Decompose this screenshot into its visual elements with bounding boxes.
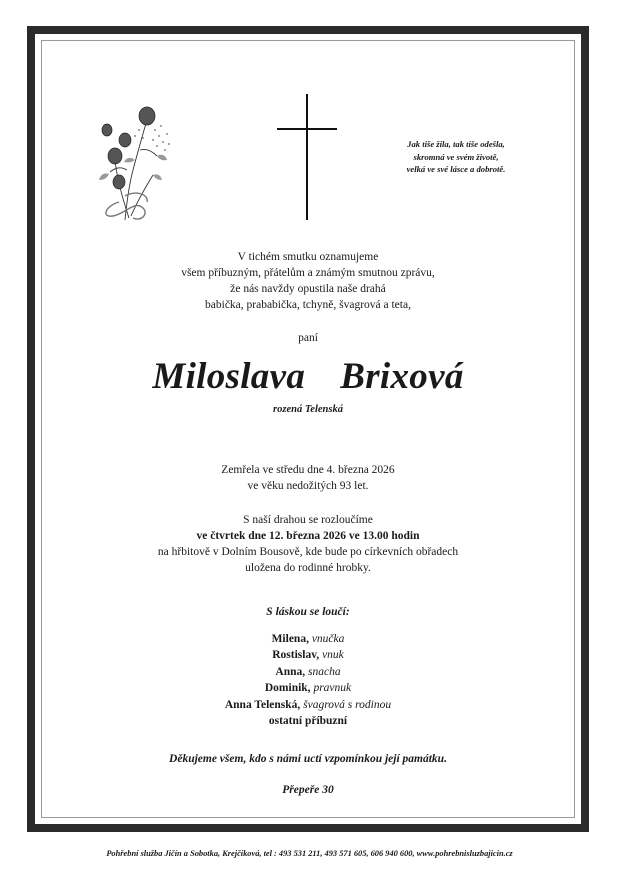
mourners-list [35, 631, 581, 729]
page-frame [27, 26, 589, 832]
death-info [35, 462, 581, 494]
mourner-name: Dominik, [264, 682, 311, 695]
rose-bouquet-icon [95, 90, 175, 225]
quote-line: Jak tiše žila, tak tiše odešla, [407, 139, 505, 149]
mourner-name: Anna Telenská, [224, 698, 301, 711]
mourner-relation: vnučka [311, 633, 345, 645]
honorific: paní [298, 332, 318, 344]
maiden-name: rozená Telenská [273, 404, 343, 415]
quote-line: velká ve své lásce a dobrotě. [406, 164, 506, 174]
deceased-name: Miloslava Brixová [152, 356, 464, 397]
mourner-name: Milena, [271, 633, 309, 645]
thanks-text: Děkujeme všem, kdo s námi uctí vzpomínkou její památku. [169, 753, 447, 765]
list-item [35, 713, 581, 729]
announcement-text [35, 249, 581, 313]
mourner-name: Rostislav, [272, 649, 320, 662]
mourner-name: ostatní příbuzní [268, 715, 348, 728]
list-item [35, 631, 581, 647]
funeral-line: na hřbitově v Dolním Bousově, kde bude po církevních obřadech [157, 546, 459, 558]
list-item [35, 697, 581, 713]
announcement-line: V tichém smutku oznamujeme [237, 251, 379, 263]
announcement-line: všem příbuzným, přátelům a známým smutnou zprávu, [181, 267, 435, 279]
notice-content [35, 34, 581, 824]
list-item [35, 664, 581, 680]
memorial-quote [381, 138, 531, 176]
announcement-line: babička, prababička, tchyně, švagrová a teta, [205, 299, 411, 311]
address: Přepeře 30 [282, 784, 334, 796]
cross-icon [277, 94, 337, 220]
mourner-name: Anna, [275, 665, 306, 678]
list-item [35, 680, 581, 696]
announcement-line: že nás navždy opustila naše drahá [230, 283, 386, 295]
death-line: Zemřela ve středu dne 4. března 2026 [221, 464, 395, 476]
list-item [35, 647, 581, 663]
farewell-title: S láskou se loučí: [266, 606, 350, 618]
funeral-datetime: ve čtvrtek dne 12. března 2026 ve 13.00 hodin [196, 530, 420, 542]
funeral-line: uložena do rodinné hrobky. [245, 562, 371, 574]
mourner-relation: pravnuk [313, 682, 352, 695]
quote-line: skromná ve svém životě, [413, 151, 499, 162]
funeral-info [35, 512, 581, 576]
mourner-relation: švagrová s rodinou [303, 698, 392, 711]
death-line: ve věku nedožitých 93 let. [247, 480, 369, 492]
mourner-relation: snacha [308, 665, 341, 678]
mourner-relation: vnuk [322, 649, 344, 662]
funeral-line: S naší drahou se rozloučíme [243, 514, 373, 526]
funeral-service-footer: Pohřební služba Jičín a Sobotka, Krejčíková, tel : 493 531 211, 493 571 605, 606 940 600, www.pohrebnisluzbajicin.cz [106, 849, 513, 858]
